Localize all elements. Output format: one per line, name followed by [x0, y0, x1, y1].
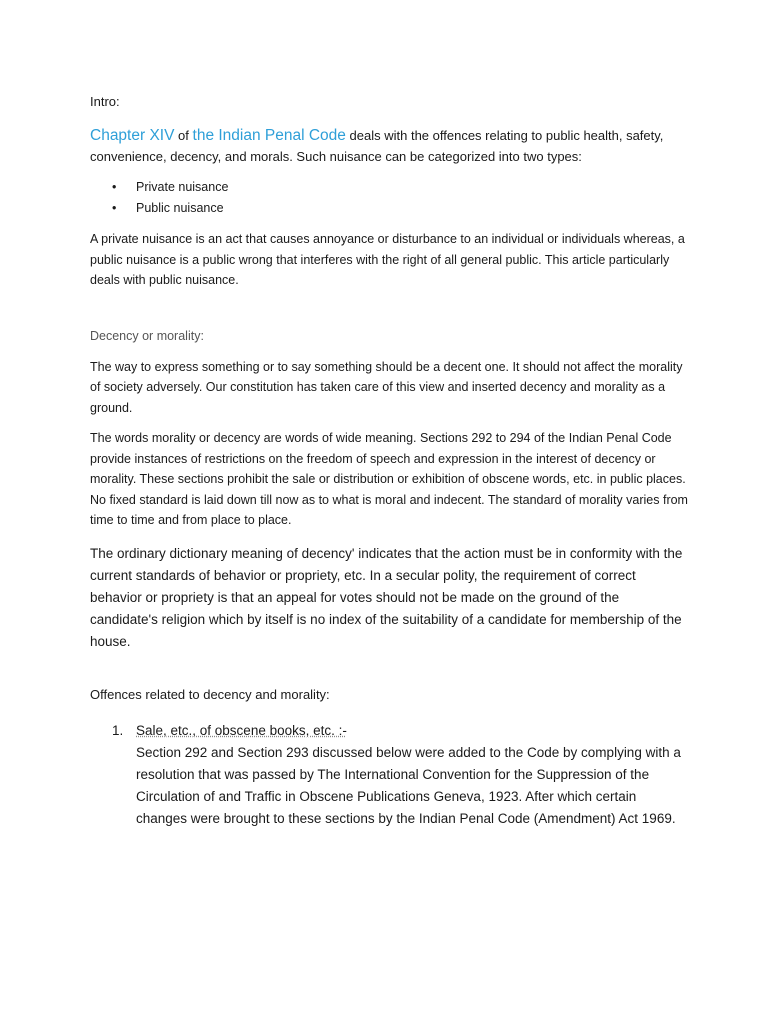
list-item: [90, 177, 690, 198]
offences-heading: Offences related to decency and morality:: [90, 686, 330, 702]
lead-rest: deals with the offences relating to public health, safety, convenience, decency, and morals. Such nuisance can be categorized into two types:: [90, 128, 664, 164]
intro-label: Intro:: [90, 94, 120, 109]
lead-of: of: [174, 128, 193, 143]
nuisance-types-list: [90, 177, 690, 219]
document-page: [90, 94, 690, 830]
dictionary-paragraph: The ordinary dictionary meaning of decency' indicates that the action must be in conformity with the current standards of behavior or propriety, etc. In a secular polity, the requirement of correct behavior or propriety is that an appeal for votes should not be made on the ground of the candidate's religion which by itself is no index of the suitability of a candidate for membership of the house.: [90, 545, 683, 649]
list-item: [90, 198, 690, 219]
bullet-icon: •: [112, 201, 117, 215]
private-nuisance-paragraph: A private nuisance is an act that causes annoyance or disturbance to an individual or individuals whereas, a public nuisance is a public wrong that interferes with the right of all general public. This article particularly deals with public nuisance.: [90, 232, 685, 287]
lead-paragraph: [90, 125, 690, 167]
chapter-xiv-link[interactable]: Chapter XIV: [90, 127, 175, 144]
decency-heading: Decency or morality:: [90, 328, 204, 343]
item-title: Sale, etc., of obscene books, etc. :-: [136, 722, 347, 738]
item-number: 1.: [112, 722, 124, 738]
words-paragraph: The words morality or decency are words of wide meaning. Sections 292 to 294 of the Indian Penal Code provide instances of restrictions on the freedom of speech and expression in the interest of decency or morality. These sections prohibit the sale or distribution or exhibition of obscene words, etc. in public places. No fixed standard is laid down till now as to what is moral and indecent. The standard of morality varies from time to time and from place to place.: [90, 431, 688, 527]
bullet-icon: •: [112, 180, 117, 194]
express-paragraph: The way to express something or to say something should be a decent one. It should not affect the morality of society adversely. Our constitution has taken care of this view and inserted decency and morality as a ground.: [90, 359, 683, 415]
numbered-item-1: [90, 720, 690, 830]
list-item-text: Public nuisance: [136, 201, 224, 215]
indian-penal-code-link[interactable]: the Indian Penal Code: [192, 127, 346, 144]
list-item-text: Private nuisance: [136, 180, 229, 194]
item-body: Section 292 and Section 293 discussed below were added to the Code by complying with a resolution that was passed by The International Convention for the Suppression of the Circulation of and Traffic in Obscene Publications Geneva, 1923. After which certain changes were brought to these sections by the Indian Penal Code (Amendment) Act 1969.: [136, 744, 681, 826]
